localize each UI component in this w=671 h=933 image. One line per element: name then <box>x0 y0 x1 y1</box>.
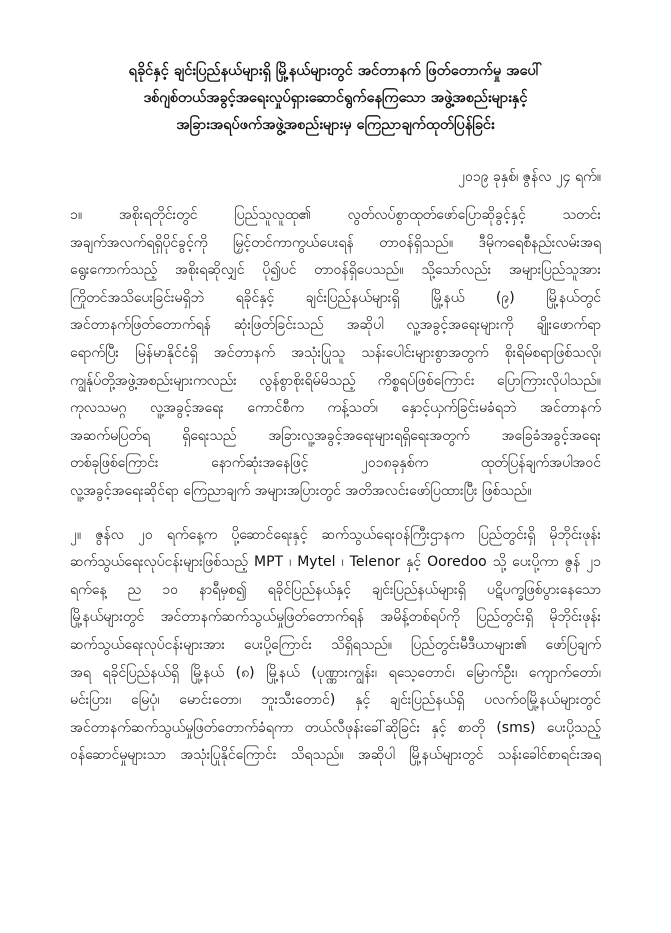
title-line-1: ရခိုင်နှင့် ချင်းပြည်နယ်များရှိ မြို့နယ်များတွင် အင်တာနက် ဖြတ်တောက်မှု အပေါ် <box>128 63 543 79</box>
p2-line: မြို့နယ်များတွင် အင်တာနက်ဆက်သွယ်မှုဖြတ်တောက်ရန် အမိန့်တစ်ရပ်ကို ပြည်တွင်းရှိ မိုဘိုင်းဖုန်း <box>70 609 601 626</box>
p1-line: အင်တာနက်ဖြတ်တောက်ရန် ဆုံးဖြတ်ခြင်းသည် အဆိုပါ လူ့အခွင့်အရေးများကို ချိုးဖောက်ရာ <box>70 317 601 334</box>
p1-line: လူ့အခွင့်အရေးဆိုင်ရာ ကြေညာချက် အများအပြားတွင် အတိအလင်းဖော်ပြထားပြီး ဖြစ်သည်။ <box>70 482 532 499</box>
p2-line: ဆက်သွယ်ရေးလုပ်ငန်းများဖြစ်သည့် MPT ၊ Mytel ၊ Telenor နှင့် Ooredoo သို့ ပေးပို့ကာ ဇွန် ၂၁ <box>70 554 601 571</box>
p1-line: အဆက်မပြတ်ရ ရှိရေးသည် အခြားလူ့အခွင့်အရေးများရရှိရေးအတွက် အခြေခံအခွင့်အရေး <box>70 427 601 444</box>
p2-line: ဝန်ဆောင်မှုများသာ အသုံးပြုနိုင်ကြောင်း သိရသည်။ အဆိုပါ မြို့နယ်များတွင် သန်းခေါင်စာရင်းအရ <box>70 747 601 764</box>
p2-line: ဆက်သွယ်ရေးလုပ်ငန်းများအား ပေးပို့ကြောင်း သိရှိရသည်။ ပြည်တွင်းမီဒီယာများ၏ ဖော်ပြချက် <box>70 636 601 653</box>
p1-line: ရောက်ပြီး မြန်မာနိုင်ငံရှိ အင်တာနက် အသုံးပြုသူ သန်းပေါင်းများစွာအတွက် စိုးရိမ်စရာဖြစ်သလို၊ <box>70 344 601 361</box>
p1-line: အချက်အလက်ရရှိပိုင်ခွင့်ကို မြှင့်တင်ကာကွယ်ပေးရန် တာဝန်ရှိသည်။ ဒီမိုကရေစီနည်းလမ်းအရ <box>70 234 601 251</box>
p1-line: ရွေးကောက်သည့် အစိုးရဆိုလျှင် ပို၍ပင် တာဝန်ရှိပေသည်။ သို့သော်လည်း အများပြည်သူအား <box>70 262 601 279</box>
p1-line: ကုလသမဂ္ဂ လူ့အခွင့်အရေး ကောင်စီက ကန့်သတ်၊ နှောင့်ယှက်ခြင်းမခံရဘဲ အင်တာနက် <box>70 400 601 417</box>
p2-line: မင်းပြား၊ မြေပုံ၊ မောင်းတော၊ ဘူးသီးတောင်) နှင့် ချင်းပြည်နယ်ရှိ ပလက်ဝမြို့နယ်များတွင် <box>70 692 601 709</box>
paragraph-2 <box>70 522 601 770</box>
p1-line: ၁။ အစိုးရတိုင်းတွင် ပြည်သူလူထု၏ လွတ်လပ်စွာထုတ်ဖော်ပြောဆိုခွင့်နှင့် သတင်း <box>70 207 601 223</box>
p2-line: အင်တာနက်ဆက်သွယ်မှုဖြတ်တောက်ခံရကာ တယ်လီဖုန်းခေါ်ဆိုခြင်း နှင့် စာတို (sms) ပေးပို့သည့် <box>70 719 601 736</box>
p1-line: ကြိုတင်အသိပေးခြင်းမရှိဘဲ ရခိုင်နှင့် ချင်းပြည်နယ်များရှိ မြို့နယ် (၉) မြို့နယ်တွင် <box>70 289 601 306</box>
p2-line: အရ ရခိုင်ပြည်နယ်ရှိ မြို့နယ် (၈) မြို့နယ် (ပုဏ္ဏားကျွန်း၊ ရသေ့တောင်၊ မြောက်ဦး၊ ကျောက်တော်၊ <box>70 664 601 681</box>
title-line-3: အခြားအရပ်ဖက်အဖွဲ့အစည်းများမှ ကြေညာချက်ထုတ်ပြန်ခြင်း <box>176 117 495 133</box>
title-line-2: ဒစ်ဂျစ်တယ်အခွင့်အရေးလှုပ်ရှားဆောင်ရွက်နေကြသော အဖွဲ့အစည်းများနှင့် <box>143 90 528 106</box>
document-title <box>70 58 601 139</box>
p1-line: တစ်ခုဖြစ်ကြောင်း နောက်ဆုံးအနေဖြင့် ၂၀၁၈ခုနှစ်က ထုတ်ပြန်ချက်အပါအဝင် <box>70 455 601 472</box>
document-date: ၂၀၁၉ ခုနှစ်၊ ဇွန်လ ၂၄ ရက်။ <box>458 169 601 185</box>
p2-line: ၂။ ဇွန်လ ၂၀ ရက်နေ့က ပို့ဆောင်ရေးနှင့် ဆက်သွယ်ရေးဝန်ကြီးဌာနက ပြည်တွင်းရှိ မိုဘိုင်းဖုန်း <box>70 526 601 543</box>
paragraph-1 <box>70 202 601 506</box>
p1-line: ကျွန်ုပ်တို့အဖွဲ့အစည်းများကလည်း လွန်စွာစိုးရိမ်မိသည့် ကိစ္စရပ်ဖြစ်ကြောင်း ပြောကြားလိုပါသည်။ <box>70 372 601 389</box>
p2-line: ရက်နေ့ ည ၁၀ နာရီမှစ၍ ရခိုင်ပြည်နယ်နှင့် ချင်းပြည်နယ်များရှိ ပဋိပက္ခဖြစ်ပွားနေသော <box>70 581 601 598</box>
